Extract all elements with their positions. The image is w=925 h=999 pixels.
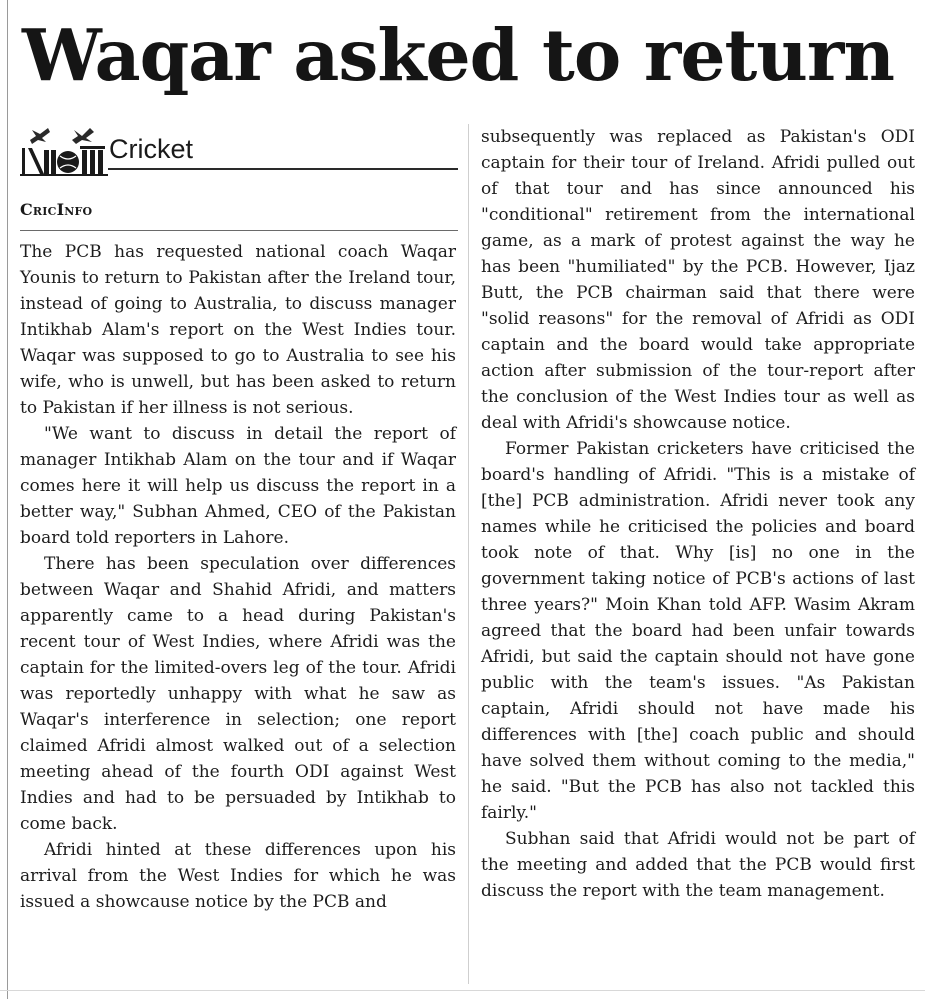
page-left-border (7, 0, 8, 999)
article-paragraph: There has been speculation over differences between Waqar and Shahid Afridi, and matters apparently came to a head during Pakistan's recent tour of West Indies, where Afridi was the captain for the limited-overs leg of the tour. Afridi was reportedly unhappy with what he saw as Waqar's interference in selection; one report claimed Afridi almost walked out of a selection meeting ahead of the fourth ODI against West Indies and had to be persuaded by Intikhab to come back. (20, 554, 456, 834)
page-bottom-edge (0, 990, 925, 991)
article-paragraph: "We want to discuss in detail the report of manager Intikhab Alam on the tour and if Waqar comes here it will help us discuss the report in a better way," Subhan Ahmed, CEO of the Pakistan board told reporters in Lahore. (20, 424, 456, 548)
section-underline (108, 168, 458, 170)
byline: CricInfo (20, 200, 93, 219)
article-column-right (481, 124, 915, 904)
article-paragraph: The PCB has requested national coach Waqar Younis to return to Pakistan after the Ireland tour, instead of going to Australia, to discuss manager Intikhab Alam's report on the West Indies tour. Waqar was supposed to go to Australia to see his wife, who is unwell, but has been asked to return to Pakistan if her illness is not serious. (20, 242, 456, 418)
cricket-gear-icon (20, 126, 108, 176)
article-paragraph: Subhan said that Afridi would not be part of the meeting and added that the PCB would first discuss the report with the team management. (481, 829, 915, 901)
section-header (20, 124, 458, 176)
article-column-left (20, 239, 456, 915)
article-paragraph: Former Pakistan cricketers have criticised the board's handling of Afridi. "This is a mistake of [the] PCB administration. Afridi never took any names while he criticised the policies and board took note of that. Why [is] no one in the government taking notice of PCB's actions of last three years?" Moin Khan told AFP. Wasim Akram agreed that the board had been unfair towards Afridi, but said the captain should not have gone public with the team's issues. "As Pakistan captain, Afridi should not have made his differences with [the] coach public and should have solved them without coming to the media," he said. "But the PCB has also not tackled this fairly." (481, 439, 915, 823)
article-paragraph: Afridi hinted at these differences upon his arrival from the West Indies for which he was issued a showcause notice by the PCB and (20, 840, 456, 912)
column-separator (468, 124, 469, 984)
headline: Waqar asked to return (22, 13, 894, 97)
article-paragraph: subsequently was replaced as Pakistan's ODI captain for their tour of Ireland. Afridi pulled out of that tour and has since announced his "conditional" retirement from the international game, as a mark of protest against the way he has been "humiliated" by the PCB. However, Ijaz Butt, the PCB chairman said that there were "solid reasons" for the removal of Afridi as ODI captain and the board would take appropriate action after submission of the tour-report after the conclusion of the West Indies tour as well as deal with Afridi's showcause notice. (481, 127, 915, 433)
section-title: Cricket (109, 134, 194, 164)
byline-divider (20, 230, 458, 231)
